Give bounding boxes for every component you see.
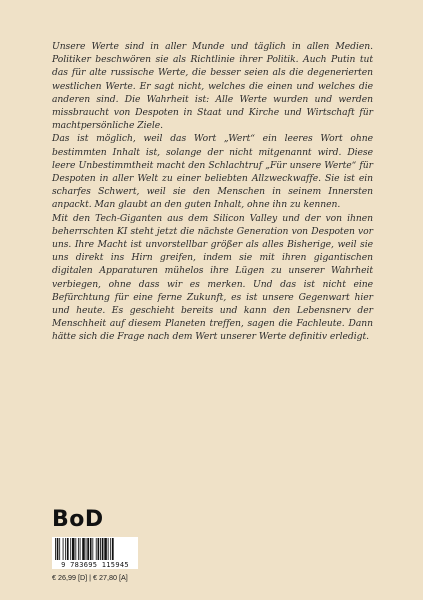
blurb-paragraph-3: Mit den Tech-Giganten aus dem Silicon Valley und der von ihnen beherrschten KI steht jetzt die nächste Generation von Despoten vor uns. Ihre Macht ist unvorstellbar größer als alles Bisherige, weil sie uns direkt ins Hirn greifen, indem sie mit ihren gigantischen digitalen Apparaturen mühelos ihre Lügen zu unserer Wahrheit verbiegen, ohne dass wir es merken. Und das ist nicht eine Befürchtung für eine ferne Zukunft, es ist unsere Gegenwart hier und heute. Es geschieht bereits und kann den Lebensnerv der Menschheit auf diesem Planeten treffen, sagen die Fachleute. Dann hätte sich die Frage nach dem Wert unserer Werte definitiv erledigt. bbox=[52, 212, 373, 343]
barcode-bar bbox=[102, 538, 104, 560]
barcode-bar bbox=[55, 538, 56, 560]
barcode-bar bbox=[100, 538, 101, 560]
barcode-bar bbox=[104, 538, 107, 560]
barcode-bar bbox=[110, 538, 111, 560]
price-label: € 26,99 [D] | € 27,80 [A] bbox=[52, 573, 128, 582]
barcode-bar bbox=[98, 538, 100, 560]
barcode-bar bbox=[65, 538, 66, 560]
barcode-bar bbox=[70, 538, 71, 560]
isbn-barcode bbox=[52, 537, 138, 569]
barcode-bar bbox=[72, 538, 75, 560]
barcode-bar bbox=[108, 538, 109, 560]
barcode-bar bbox=[112, 538, 114, 560]
barcode-bar bbox=[86, 538, 87, 560]
barcode-bar bbox=[78, 538, 79, 560]
barcode-bars bbox=[54, 538, 136, 560]
barcode-bar bbox=[82, 538, 85, 560]
barcode-bar bbox=[59, 538, 60, 560]
barcode-bar bbox=[90, 538, 92, 560]
barcode-bar bbox=[63, 538, 64, 560]
barcode-bar bbox=[96, 538, 97, 560]
blurb-text bbox=[52, 40, 373, 344]
publisher-logo: BoD bbox=[52, 507, 104, 532]
barcode-bar bbox=[87, 538, 89, 560]
blurb-paragraph-1: Unsere Werte sind in aller Munde und täglich in allen Medien. Politiker beschwören sie als Richtlinie ihrer Politik. Auch Putin tut das für alte russische Werte, die besser seien als die degenerierten westlichen Werte. Er sagt nicht, welches die einen und welches die anderen sind. Die Wahrheit ist: Alle Werte wurden und werden missbraucht von Despoten in Staat und Kirche und Wirtschaft für machtpersönliche Ziele. bbox=[52, 41, 373, 132]
barcode-bar bbox=[80, 538, 81, 560]
isbn-digits: 9 783695 115945 bbox=[52, 561, 138, 569]
blurb-paragraph-2: Das ist möglich, weil das Wort „Wert“ ein leeres Wort ohne bestimmten Inhalt ist, solange der nicht mitgenannt wird. Diese leere Unbestimmtheit macht den Schlachtruf „Für unsere Werte“ für Despoten in aller Welt zu einer beliebten Allzweckwaffe. Sie ist ein scharfes Schwert, weil sie den Menschen in seinem Innersten anpackt. Man glaubt an den guten Inhalt, ohne ihn zu kennen. bbox=[52, 133, 373, 211]
barcode-bar bbox=[75, 538, 76, 560]
barcode-bar bbox=[57, 538, 59, 560]
barcode-bar bbox=[67, 538, 69, 560]
barcode-bar bbox=[92, 538, 93, 560]
